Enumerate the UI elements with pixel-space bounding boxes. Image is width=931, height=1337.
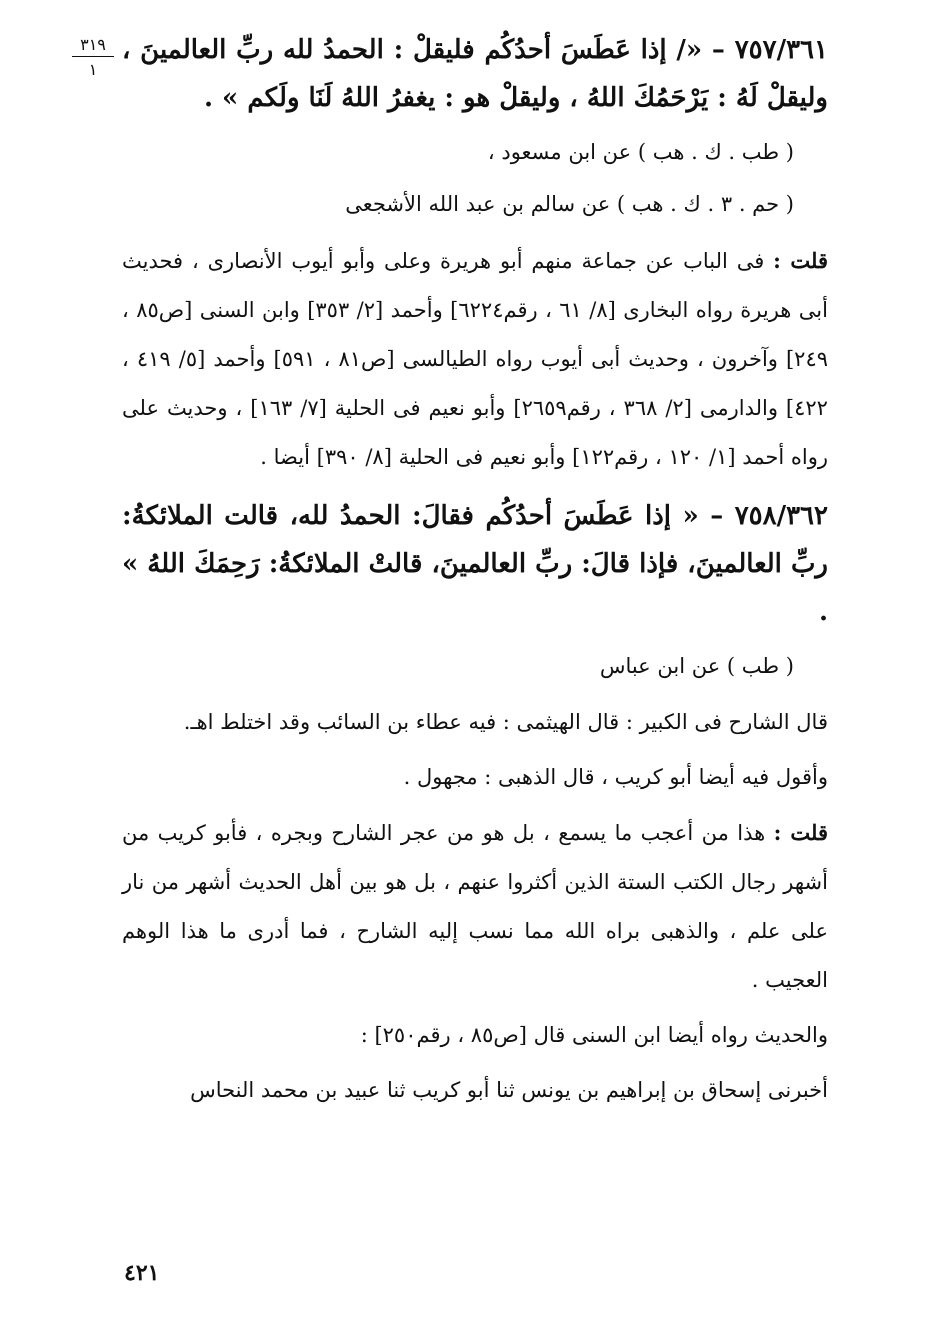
closing-line-2: أخبرنى إسحاق بن إبراهيم بن يونس ثنا أبو كريب ثنا عبيد بن محمد النحاس [190, 1078, 828, 1102]
note-label: قلت : [773, 820, 828, 845]
hadith-757-source-1: ( طب . ك . هب ) عن ابن مسعود ، [487, 140, 794, 164]
hadith-758-source: ( طب ) عن ابن عباس [599, 654, 794, 678]
hadith-757-text: ٧٥٧/٣٦١ – «/ إذا عَطَسَ أحدُكُم فليقلْ : الحمدُ لله ربِّ العالمينَ ، وليقلْ لَهُ : يَرْحَمُكَ اللهُ ، وليقلْ هو : يغفرُ اللهُ لَنَا ولَكم » . [122, 35, 828, 113]
commentary-line-1: قال الشارح فى الكبير : قال الهيثمى : فيه عطاء بن السائب وقد اختلط اهـ. [183, 710, 828, 734]
hadith-757-source-2: ( حم . ٣ . ك . هب ) عن سالم بن عبد الله الأشجعى [345, 192, 794, 216]
note-text: هذا من أعجب ما يسمع ، بل هو من عجر الشارح وبجره ، فأبو كريب من أشهر رجال الكتب الستة الذين أكثروا عنهم ، بل هو بين أهل الحديث أشهر من نار على علم ، والذهبى براه الله مما نسب إليه الشارح ، فما أدرى ما هذا الوهم العجيب . [122, 821, 828, 992]
page-number: ٤٢١ [124, 1260, 160, 1286]
note-text: فى الباب عن جماعة منهم أبو هريرة وعلى وأبو أيوب الأنصارى ، فحديث أبى هريرة رواه البخارى [٨/ ٦١ ، رقم٦٢٢٤] وأحمد [٢/ ٣٥٣] وابن السنى [ص٨٥ ، ٢٤٩] وآخرون ، وحديث أبى أيوب رواه الطيالسى [ص٨١ ، ٥٩١] وأحمد [٥/ ٤١٩ ، ٤٢٢] والدارمى [٢/ ٣٦٨ ، رقم٢٦٥٩] وأبو نعيم فى الحلية [٧/ ١٦٣] ، وحديث على رواه أحمد [١/ ١٢٠ ، رقم١٢٢] وأبو نعيم فى الحلية [٨/ ٣٩٠] أيضا . [122, 249, 829, 469]
margin-reference [72, 36, 114, 79]
commentary-line-2: وأقول فيه أيضا أبو كريب ، قال الذهبى : مجهول . [403, 765, 828, 789]
hadith-758-note [122, 808, 828, 1005]
hadith-758-text: ٧٥٨/٣٦٢ – « إذا عَطَسَ أحدُكُم فقالَ: الحمدُ لله، قالت الملائكةُ: ربِّ العالمينَ، فإذا قالَ: ربِّ العالمينَ، قالتْ الملائكةُ: رَحِمَكَ اللهُ » . [122, 501, 828, 627]
closing-line-1: والحديث رواه أيضا ابن السنى قال [ص٨٥ ، رقم٢٥٠] : [360, 1023, 828, 1047]
note-label: قلت : [773, 248, 828, 273]
page-content [122, 26, 828, 1121]
margin-reference-number: ٣١٩ [72, 36, 114, 57]
margin-reference-sub: ١ [88, 60, 98, 79]
hadith-757-note [122, 236, 828, 482]
